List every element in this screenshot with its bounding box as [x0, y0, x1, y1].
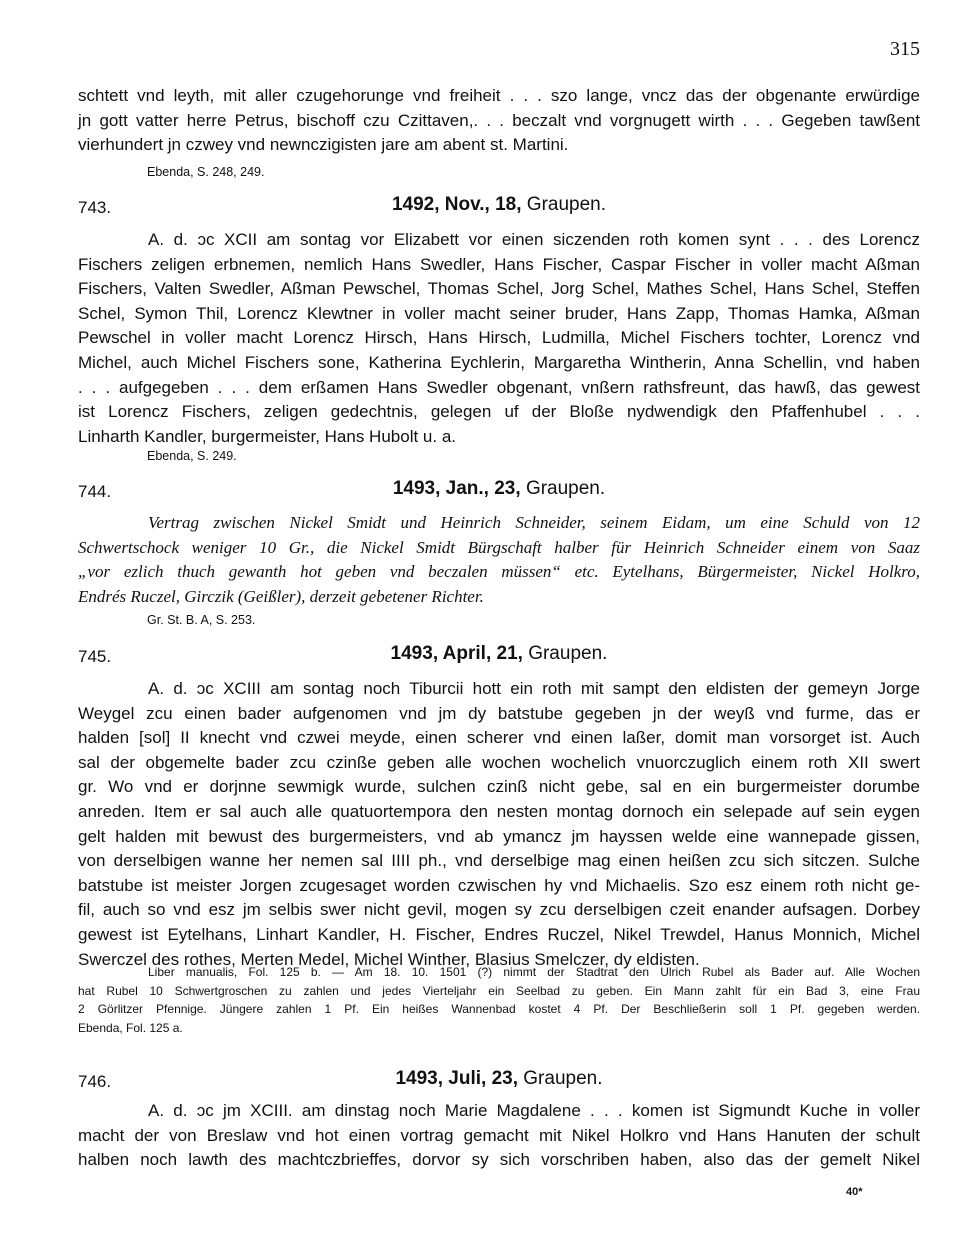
continuation-paragraph: [78, 84, 920, 158]
entry-place: Graupen.: [528, 643, 608, 664]
text-line: ist Lorencz Fischers, zeligen gedechtnis, gelegen uf der Bloße nydwendigk den Pfaffenhubel . . .: [78, 402, 920, 422]
text-line: „vor ezlich thuch gewanth hot geben vnd beczalen müssen“ etc. Eytelhans, Bürgermeister, Nickel Holkro,: [78, 562, 920, 582]
text-line: fil, auch so vnd esz jm selbis swer nicht gevil, mogen sy zcu derselbigen czeit enander aufsagen. Dorbey: [78, 900, 920, 920]
text-line: . . . aufgegeben . . . dem erßamen Hans Swedler obgenant, vnßern rathsfreunt, das hawß, das gewest: [78, 377, 920, 397]
entry-header-745: [78, 643, 920, 671]
text-line: Swerczel des rothes, Merten Medel, Michel Winther, Blasius Smelczer, dy eldisten.: [78, 949, 700, 969]
text-line: Vertrag zwischen Nickel Smidt und Heinrich Schneider, seinem Eidam, um eine Schuld von 12: [148, 513, 920, 532]
entry-date: [78, 194, 920, 216]
text-line: macht der von Breslaw vnd hot einen vortrag gemacht mit Nikel Holkro vnd Hans Hanuten der schult: [78, 1125, 920, 1145]
entry-text-743: [78, 228, 920, 449]
note-line: 2 Görlitzer Pfennige. Jüngere zahlen 1 Pf. Ein heißes Wannenbad kostet 4 Pf. Der Beschließerin soll 1 Pf. gegeben werden.: [78, 1002, 920, 1016]
source-citation: Gr. St. B. A, S. 253.: [147, 613, 256, 627]
entry-number: 743.: [78, 198, 112, 217]
text-line: A. d. ɔc jm XCIII. am dinstag noch Marie Magdalene . . . komen ist Sigmundt Kuche in voller: [148, 1101, 920, 1120]
text-line: gewest ist Eytelhans, Linhart Kandler, H. Fischer, Endres Ruczel, Nikel Trewdel, Hanus Monnich, Michel: [78, 924, 920, 944]
text-line: gelt halden mit bewust des burgermeisters, vnd ab ymancz jm hayssen welde eine wannepade gissen,: [78, 826, 920, 846]
text-line: anreden. Item er sal auch alle quatuortempora den nesten montag dornoch ein selepade auf sein eygen: [78, 801, 920, 821]
entry-date-bold: 1493, April, 21,: [390, 643, 523, 664]
text-line: Fischers zeligen erbnemen, nemlich Hans Swedler, Hans Fischer, Caspar Fischer in voller macht Aßman: [78, 254, 920, 274]
entry-header-746: [78, 1068, 920, 1096]
text-line: Endrés Ruczel, Girczik (Geißler), derzeit gebetener Richter.: [78, 586, 484, 606]
note-line: Ebenda, Fol. 125 a.: [78, 1020, 183, 1035]
text-line: gr. Wo vnd er dorjnne sewmigk wurde, sulchen czinß nicht gebe, sal en ein burgermeister dorumbe: [78, 777, 920, 797]
entry-header-743: [78, 194, 920, 222]
text-line: halden [sol] II knecht vnd czwei meyde, einen scherer vnd einen laßer, domit man vorsorget ist. Auch: [78, 728, 920, 748]
entry-date-bold: 1493, Juli, 23,: [395, 1068, 518, 1089]
entry-text-746: [78, 1099, 920, 1173]
page-number: 315: [890, 38, 920, 60]
printer-signature: 40*: [846, 1186, 863, 1198]
text-line: Fischers, Valten Swedler, Aßman Pewschel, Thomas Schel, Jorg Schel, Mathes Schel, Hans Schel, Steffen: [78, 279, 920, 299]
text-line: Pewschel in voller macht Lorencz Hirsch, Hans Hirsch, Ludmilla, Michel Fischers tochter, Lorencz vnd: [78, 328, 920, 348]
entry-date: [78, 478, 920, 500]
text-line: Linharth Kandler, burgermeister, Hans Hubolt u. a.: [78, 426, 456, 446]
entry-number: 745.: [78, 647, 112, 666]
footnote-745: [78, 963, 920, 1037]
text-line: Michel, auch Michel Fischers sone, Katherina Eychlerin, Margaretha Wintherin, Anna Schellin, vnd haben: [78, 352, 920, 372]
text-line: Schel, Symon Thil, Lorencz Klewtner in voller macht seiner bruder, Hans Zapp, Thomas Hamka, Aßman: [78, 303, 920, 323]
text-line: vierhundert jn czwey vnd newnczigisten jare am abent st. Martini.: [78, 135, 569, 155]
note-line: Liber manualis, Fol. 125 b. — Am 18. 10. 1501 (?) nimmt der Stadtrat den Ulrich Rubel als Bader auf. Alle Wochen: [148, 965, 920, 979]
text-line: Weygel zcu einen bader aufgenomen vnd jm dy batstube gegeben jn der weyß vnd furme, das er: [78, 703, 920, 723]
text-line: schtett vnd leyth, mit aller czugehorunge vnd freiheit . . . szo lange, vncz das der obgenante erwürdige: [78, 86, 920, 105]
note-line: hat Rubel 10 Schwertgroschen zu zahlen und jedes Vierteljahr ein Seelbad zu geben. Ein Mann zahlt für ein Bad 3, eine Frau: [78, 983, 920, 998]
entry-date: [78, 643, 920, 665]
text-line: A. d. ɔc XCIII am sontag noch Tiburcii hott ein roth mit sampt den eldisten der gemeyn Jorge: [148, 679, 920, 698]
text-line: Schwertschock weniger 10 Gr., die Nickel Smidt Bürgschaft halber für Heinrich Schneider einem von Saaz: [78, 537, 920, 557]
entry-date-bold: 1492, Nov., 18,: [391, 194, 522, 215]
text-line: A. d. ɔc XCII am sontag vor Elizabett vor einen siczenden roth komen synt . . . des Lorencz: [148, 230, 920, 249]
entry-header-744: [78, 478, 920, 506]
text-line: von derselbigen wanne her nemen sal IIII ph., vnd derselbige mag einen heißen zcu sich sitczen. Sulche: [78, 851, 920, 871]
text-line: halben noch lawth des machtczbrieffes, dorvor sy sich vorschriben haben, also das der gemelt Nikel: [78, 1150, 920, 1170]
entry-date: [78, 1068, 920, 1090]
entry-date-bold: 1493, Jan., 23,: [392, 478, 521, 499]
source-citation: Ebenda, S. 249.: [147, 449, 237, 463]
text-line: jn gott vatter herre Petrus, bischoff czu Czittaven,. . . beczalt vnd vorgnugett wirth . . . Gegeben tawßent: [78, 110, 920, 130]
entry-number: 746.: [78, 1072, 112, 1091]
entry-place: Graupen.: [525, 478, 606, 499]
regest-744: [78, 511, 920, 609]
text-line: sal der obgemelte bader zcu czinße geben alle wochen wochelich vnuorczuglich einem roth XII swert: [78, 752, 920, 772]
entry-text-745: [78, 677, 920, 972]
source-citation: Ebenda, S. 248, 249.: [147, 165, 265, 179]
text-line: batstube ist meister Jorgen zcugesaget worden czwischen hy vnd Michaelis. Szo esz einem roth nicht ge-: [78, 875, 920, 895]
entry-place: Graupen.: [526, 194, 607, 215]
entry-number: 744.: [78, 482, 112, 501]
entry-place: Graupen.: [523, 1068, 603, 1089]
